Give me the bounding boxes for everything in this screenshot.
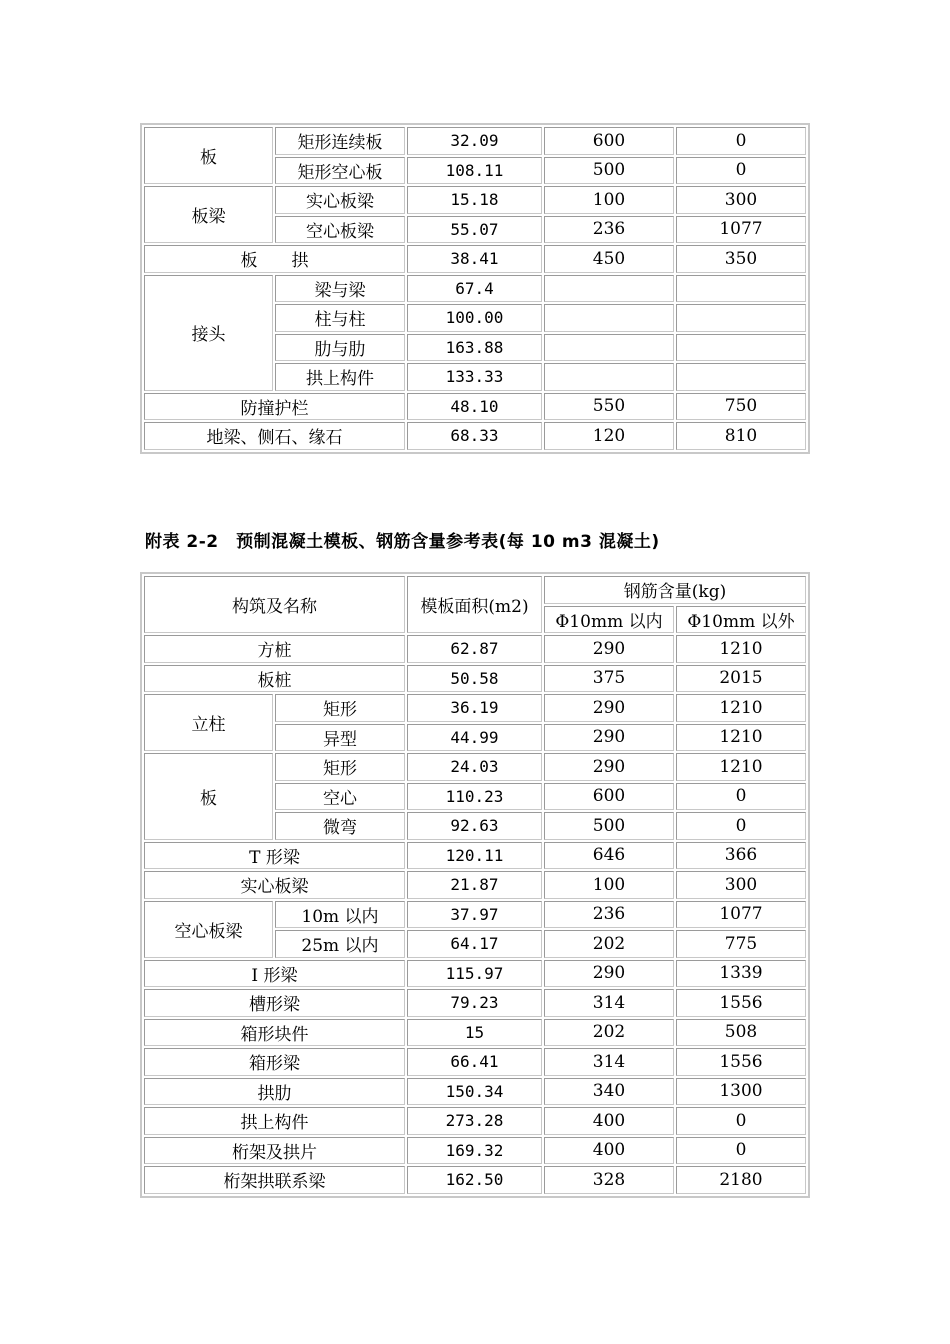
formwork-area: 68.33 [407,422,542,450]
header-steel-within-10mm: Φ10mm 以内 [544,606,674,634]
item-name: 空心 [275,783,405,811]
table-row [144,989,806,1017]
item-name: 拱上构件 [144,1107,405,1135]
steel-over-10mm: 750 [676,393,806,421]
item-name: 柱与柱 [275,304,405,332]
steel-over-10mm: 0 [676,1107,806,1135]
steel-within-10mm: 450 [544,245,674,273]
group-cell: 立柱 [144,694,273,751]
steel-over-10mm: 508 [676,1019,806,1047]
formwork-area: 66.41 [407,1048,542,1076]
formwork-area: 133.33 [407,363,542,391]
item-name: 异型 [275,724,405,752]
steel-within-10mm: 290 [544,960,674,988]
formwork-area: 67.4 [407,275,542,303]
steel-within-10mm: 600 [544,127,674,155]
steel-over-10mm: 1556 [676,989,806,1017]
header-steel-content: 钢筋含量(kg) [544,576,806,604]
steel-over-10mm: 1077 [676,216,806,244]
steel-over-10mm: 2015 [676,665,806,693]
steel-within-10mm: 314 [544,989,674,1017]
steel-within-10mm: 340 [544,1078,674,1106]
table-row [144,960,806,988]
steel-over-10mm: 1210 [676,724,806,752]
steel-within-10mm: 646 [544,842,674,870]
formwork-area: 100.00 [407,304,542,332]
steel-over-10mm: 2180 [676,1166,806,1194]
reference-table-continued [140,123,810,454]
steel-within-10mm [544,334,674,362]
steel-within-10mm: 500 [544,812,674,840]
table-caption: 附表 2-2 预制混凝土模板、钢筋含量参考表(每 10 m3 混凝土) [145,532,660,552]
steel-over-10mm: 1339 [676,960,806,988]
group-cell: 板 [144,753,273,840]
table-row [144,422,806,450]
table-row [144,694,806,722]
formwork-area: 24.03 [407,753,542,781]
formwork-area: 163.88 [407,334,542,362]
steel-within-10mm: 290 [544,724,674,752]
steel-over-10mm: 1210 [676,694,806,722]
formwork-area: 32.09 [407,127,542,155]
item-name: 矩形 [275,753,405,781]
steel-over-10mm: 1210 [676,635,806,663]
item-name: 矩形连续板 [275,127,405,155]
steel-within-10mm: 100 [544,186,674,214]
group-cell: 板梁 [144,186,273,243]
table-row [144,753,806,781]
item-name: 板桩 [144,665,405,693]
steel-over-10mm: 0 [676,127,806,155]
table-row [144,1107,806,1135]
steel-within-10mm: 600 [544,783,674,811]
item-name: 25m 以内 [275,930,405,958]
steel-over-10mm: 300 [676,871,806,899]
steel-within-10mm [544,275,674,303]
formwork-area: 48.10 [407,393,542,421]
steel-within-10mm: 328 [544,1166,674,1194]
table-row [144,186,806,214]
steel-within-10mm: 400 [544,1107,674,1135]
formwork-area: 21.87 [407,871,542,899]
item-name: 箱形梁 [144,1048,405,1076]
formwork-area: 36.19 [407,694,542,722]
steel-within-10mm: 236 [544,216,674,244]
formwork-area: 50.58 [407,665,542,693]
table-row [144,1166,806,1194]
formwork-area: 37.97 [407,901,542,929]
steel-over-10mm: 0 [676,1137,806,1165]
item-name: 方桩 [144,635,405,663]
steel-within-10mm: 236 [544,901,674,929]
item-name: 矩形空心板 [275,157,405,185]
item-name: 实心板梁 [275,186,405,214]
steel-over-10mm [676,334,806,362]
formwork-area: 110.23 [407,783,542,811]
steel-within-10mm: 500 [544,157,674,185]
table-row [144,393,806,421]
item-name: 板 拱 [144,245,405,273]
steel-over-10mm: 350 [676,245,806,273]
table-row [144,842,806,870]
formwork-area: 92.63 [407,812,542,840]
group-cell: 接头 [144,275,273,391]
formwork-area: 15.18 [407,186,542,214]
header-formwork-area: 模板面积(m2) [407,576,542,633]
steel-within-10mm: 290 [544,694,674,722]
item-name: 拱上构件 [275,363,405,391]
group-cell: 空心板梁 [144,901,273,958]
steel-within-10mm: 550 [544,393,674,421]
steel-over-10mm: 1300 [676,1078,806,1106]
steel-within-10mm: 202 [544,1019,674,1047]
steel-over-10mm: 0 [676,812,806,840]
steel-within-10mm: 375 [544,665,674,693]
item-name: 箱形块件 [144,1019,405,1047]
item-name: 矩形 [275,694,405,722]
steel-over-10mm: 366 [676,842,806,870]
steel-within-10mm: 314 [544,1048,674,1076]
formwork-area: 79.23 [407,989,542,1017]
table-row [144,635,806,663]
table-row [144,871,806,899]
steel-over-10mm: 1556 [676,1048,806,1076]
table-row [144,1078,806,1106]
steel-over-10mm: 1077 [676,901,806,929]
item-name: 拱肋 [144,1078,405,1106]
steel-over-10mm [676,363,806,391]
steel-over-10mm: 300 [676,186,806,214]
steel-within-10mm [544,363,674,391]
item-name: 防撞护栏 [144,393,405,421]
formwork-area: 55.07 [407,216,542,244]
formwork-area: 15 [407,1019,542,1047]
formwork-area: 150.34 [407,1078,542,1106]
table-row [144,275,806,303]
item-name: 槽形梁 [144,989,405,1017]
steel-over-10mm: 0 [676,157,806,185]
item-name: 梁与梁 [275,275,405,303]
steel-within-10mm [544,304,674,332]
table-row [144,901,806,929]
formwork-area: 120.11 [407,842,542,870]
table-row [144,665,806,693]
steel-within-10mm: 400 [544,1137,674,1165]
formwork-area: 169.32 [407,1137,542,1165]
item-name: T 形梁 [144,842,405,870]
steel-within-10mm: 202 [544,930,674,958]
item-name: 地梁、侧石、缘石 [144,422,405,450]
formwork-area: 62.87 [407,635,542,663]
item-name: 肋与肋 [275,334,405,362]
table-row [144,1048,806,1076]
steel-over-10mm: 775 [676,930,806,958]
steel-over-10mm: 810 [676,422,806,450]
table-row [144,1019,806,1047]
table-row [144,127,806,155]
steel-within-10mm: 120 [544,422,674,450]
item-name: 10m 以内 [275,901,405,929]
item-name: 实心板梁 [144,871,405,899]
steel-within-10mm: 290 [544,753,674,781]
formwork-area: 108.11 [407,157,542,185]
item-name: I 形梁 [144,960,405,988]
formwork-area: 38.41 [407,245,542,273]
steel-over-10mm [676,304,806,332]
formwork-area: 162.50 [407,1166,542,1194]
formwork-area: 115.97 [407,960,542,988]
formwork-area: 44.99 [407,724,542,752]
steel-within-10mm: 290 [544,635,674,663]
steel-over-10mm: 1210 [676,753,806,781]
item-name: 空心板梁 [275,216,405,244]
formwork-area: 273.28 [407,1107,542,1135]
steel-within-10mm: 100 [544,871,674,899]
steel-over-10mm: 0 [676,783,806,811]
header-structure-name: 构筑及名称 [144,576,405,633]
item-name: 桁架及拱片 [144,1137,405,1165]
header-row [144,576,806,604]
item-name: 桁架拱联系梁 [144,1166,405,1194]
item-name: 微弯 [275,812,405,840]
group-cell: 板 [144,127,273,184]
table-row [144,245,806,273]
header-steel-over-10mm: Φ10mm 以外 [676,606,806,634]
precast-concrete-reference-table [140,572,810,1198]
formwork-area: 64.17 [407,930,542,958]
steel-over-10mm [676,275,806,303]
table-row [144,1137,806,1165]
